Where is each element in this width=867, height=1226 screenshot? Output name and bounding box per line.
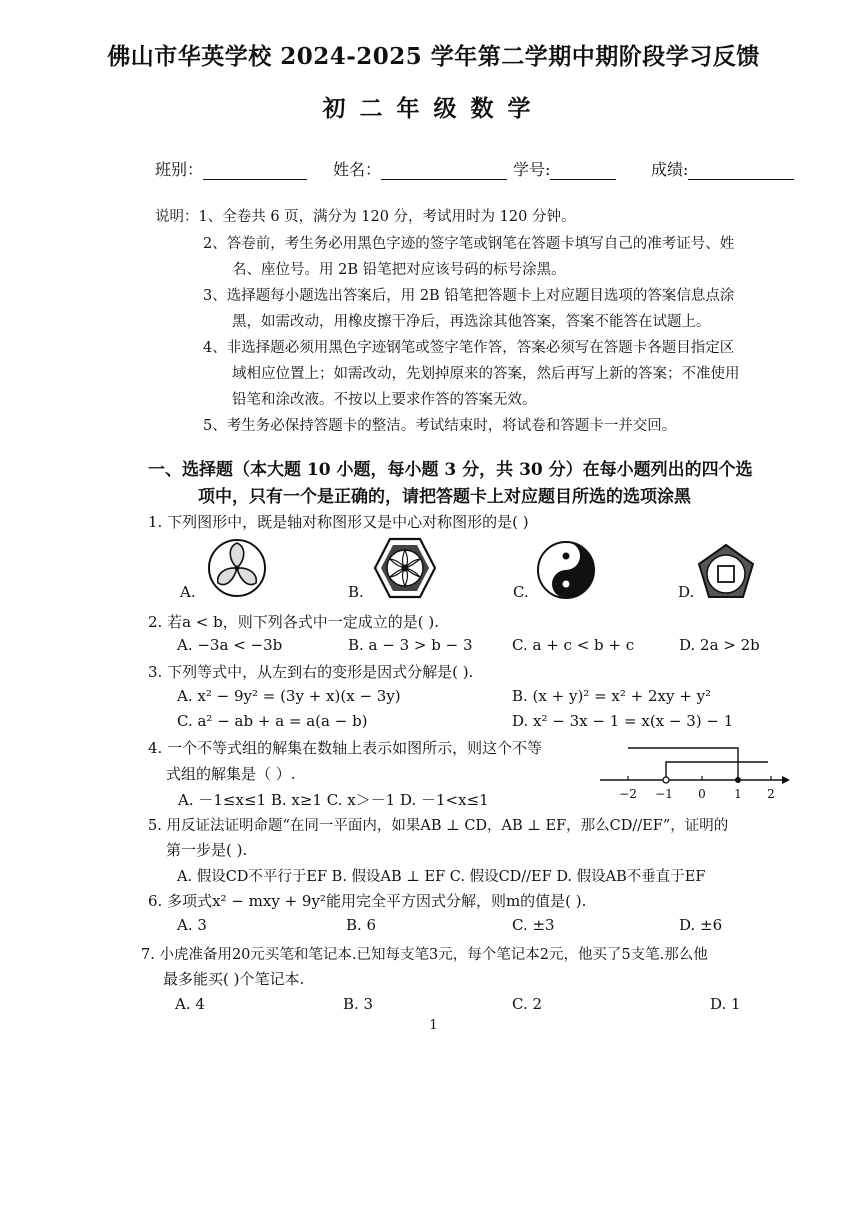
note-3b: 黑，如需改动，用橡皮擦干净后，再选涂其他答案，答案不能答在试题上。	[232, 314, 711, 330]
q1-option-b-label: B.	[348, 583, 364, 601]
q2-option-c: C. a + c < b + c	[512, 636, 635, 654]
q3-option-a: A. x² − 9y² = (3y + x)(x − 3y)	[177, 687, 401, 705]
question-7-stem-line2: 最多能买( )个笔记本.	[163, 970, 305, 988]
q4-tick-label: 1	[734, 787, 742, 801]
question-5-stem-line1: 5. 用反证法证明命题“在同一平面内，如果AB ⊥ CD，AB ⊥ EF，那么CD//EF”，证明的	[148, 818, 729, 834]
q3-option-b: B. (x + y)² = x² + 2xy + y²	[512, 687, 712, 705]
q7-option-c: C. 2	[512, 995, 543, 1013]
question-3-stem: 3. 下列等式中，从左到右的变形是因式分解是( ).	[148, 663, 474, 681]
class-label: 班别：	[155, 160, 204, 179]
q6-option-a: A. 3	[177, 916, 207, 934]
q1-figure-a-trefoil	[206, 537, 268, 599]
q7-option-d: D. 1	[710, 995, 741, 1013]
score-label: 成绩:	[651, 160, 689, 179]
exam-title: 佛山市华英学校 2024-2025 学年第二学期中期阶段学习反馈	[107, 43, 760, 70]
q4-tick-label: 2	[767, 787, 775, 801]
q4-tick-label: 0	[698, 787, 706, 801]
q1-figure-d-pentagon	[695, 542, 757, 602]
question-4-stem-line2: 式组的解集是（ ）.	[166, 765, 296, 783]
name-label: 姓名：	[333, 160, 382, 179]
q5-options: A. 假设CD不平行于EF B. 假设AB ⊥ EF C. 假设CD//EF D. 假设AB不垂直于EF	[177, 869, 706, 885]
page-number: 1	[429, 1018, 438, 1033]
section-1-heading-line1: 一、选择题（本大题 10 小题，每小题 3 分，共 30 分）在每小题列出的四个选	[148, 460, 753, 480]
question-2-stem: 2. 若a < b，则下列各式中一定成立的是( ).	[148, 613, 439, 631]
question-1-stem: 1. 下列图形中，既是轴对称图形又是中心对称图形的是( )	[148, 513, 529, 531]
q6-option-d: D. ±6	[679, 916, 723, 934]
score-blank[interactable]	[688, 161, 794, 180]
question-4-stem-line1: 4. 一个不等式组的解集在数轴上表示如图所示，则这个不等	[148, 739, 543, 757]
question-7-stem-line1: 7. 小虎准备用20元买笔和笔记本.已知每支笔3元，每个笔记本2元，他买了5支笔.那么他	[141, 947, 708, 963]
note-4c: 铅笔和涂改液。不按以上要求作答的答案无效。	[232, 392, 537, 408]
note-2b: 名、座位号。用 2B 铅笔把对应该号码的标号涂黑。	[232, 262, 566, 278]
q4-tick-label: −2	[619, 787, 637, 801]
id-blank[interactable]	[550, 161, 616, 180]
q2-option-d: D. 2a > 2b	[679, 636, 760, 654]
class-blank[interactable]	[203, 161, 307, 180]
question-6-stem: 6. 多项式x² − mxy + 9y²能用完全平方因式分解，则m的值是( ).	[148, 892, 587, 910]
q1-option-a-label: A.	[180, 583, 196, 601]
q4-number-line	[598, 738, 798, 802]
exam-subtitle: 初二年级数学	[322, 95, 545, 122]
note-4b: 域相应位置上；如需改动，先划掉原来的答案，然后再写上新的答案；不准使用	[232, 366, 740, 382]
q1-figure-c-yinyang	[535, 539, 597, 601]
q4-tick-label: −1	[655, 787, 673, 801]
name-blank[interactable]	[381, 161, 507, 180]
note-4a: 4、非选择题必须用黑色字迹钢笔或签字笔作答，答案必须写在答题卡各题目指定区	[203, 340, 735, 356]
q1-option-d-label: D.	[678, 583, 695, 601]
note-2a: 2、答卷前，考生务必用黑色字迹的签字笔或钢笔在答题卡填写自己的准考证号、姓	[203, 236, 735, 252]
q4-options: A. －1≤x≤1 B. x≥1 C. x＞－1 D. －1<x≤1	[178, 791, 489, 809]
id-field	[513, 157, 616, 180]
q6-option-b: B. 6	[346, 916, 377, 934]
score-field	[651, 157, 794, 180]
q6-option-c: C. ±3	[512, 916, 555, 934]
section-1-heading-line2: 项中，只有一个是正确的，请把答题卡上对应题目所选的选项涂黑	[198, 487, 691, 507]
q1-figure-b-hexagon	[372, 536, 438, 600]
class-field	[155, 157, 307, 180]
q7-option-b: B. 3	[343, 995, 374, 1013]
note-3a: 3、选择题每小题选出答案后，用 2B 铅笔把答题卡上对应题目选项的答案信息点涂	[203, 288, 735, 304]
name-field	[333, 157, 507, 180]
q2-option-b: B. a − 3 > b − 3	[348, 636, 473, 654]
q2-option-a: A. −3a < −3b	[177, 636, 283, 654]
q3-option-c: C. a² − ab + a = a(a − b)	[177, 712, 368, 730]
q1-option-c-label: C.	[513, 583, 529, 601]
q7-option-a: A. 4	[175, 995, 205, 1013]
note-5: 5、考生务必保持答题卡的整洁。考试结束时，将试卷和答题卡一并交回。	[203, 418, 677, 434]
q3-option-d: D. x² − 3x − 1 = x(x − 3) − 1	[512, 712, 734, 730]
question-5-stem-line2: 第一步是( ).	[166, 841, 248, 859]
id-label: 学号:	[513, 160, 551, 179]
note-1: 说明：1、全卷共 6 页，满分为 120 分，考试用时为 120 分钟。	[155, 209, 576, 225]
